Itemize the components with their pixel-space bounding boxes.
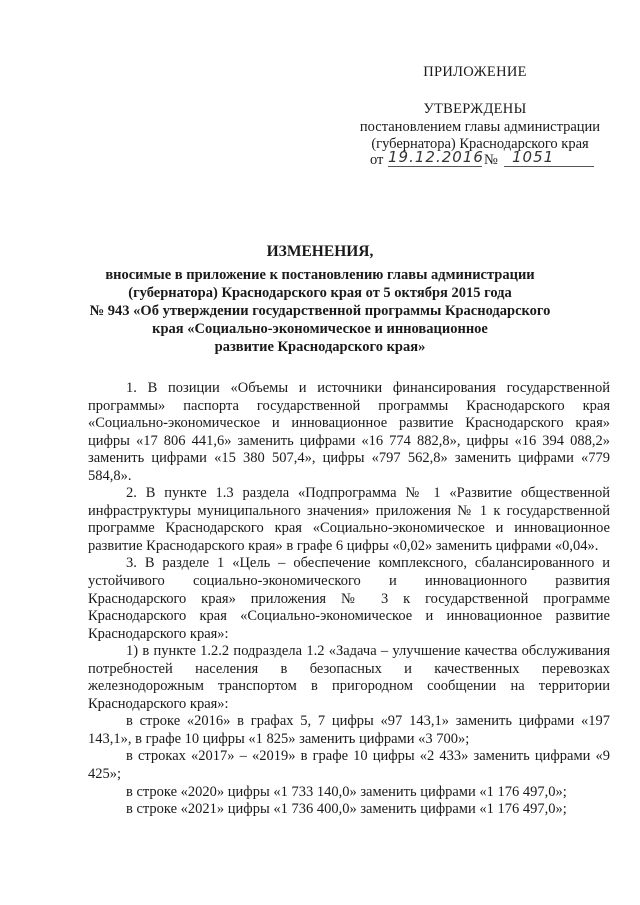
approval-line-2: (губернатора) Краснодарского края bbox=[371, 136, 589, 152]
number-prefix: № bbox=[484, 152, 498, 168]
title-line-1: вносимые в приложение к постановлению главы администрации bbox=[105, 267, 535, 283]
title-line-5: развитие Краснодарского края» bbox=[214, 339, 426, 355]
approval-line-1: постановлением главы администрации bbox=[359, 119, 601, 135]
handwritten-date: 19.12.2016 bbox=[388, 148, 484, 166]
document-body bbox=[88, 380, 610, 819]
paragraph-2: 2. В пункте 1.3 раздела «Подпрограмма № 1 «Развитие общественной инфраструктуры муниципального значения» приложения № 1 к государственной программе Краснодарского края «Социально-экономическое и инновационное развитие Краснодарского края» в графе 6 цифры «0,02» заменить цифрами «0,04». bbox=[88, 485, 610, 554]
paragraph-3-row-2016: в строке «2016» в графах 5, 7 цифры «97 143,1» заменить цифрами «197 143,1», в графе 10 цифры «1 825» заменить цифрами «3 700»; bbox=[88, 713, 610, 747]
paragraph-3: 3. В разделе 1 «Цель – обеспечение комплексного, сбалансированного и устойчивого социально-экономического и инновационного развития Краснодарского края» приложения № 3 к государственной программе Краснодарского края «Социально-экономическое и инновационное развитие Краснодарского края»: bbox=[88, 555, 610, 642]
paragraph-3-rows-2017-2019: в строках «2017» – «2019» в графе 10 цифры «2 433» заменить цифрами «9 425»; bbox=[88, 748, 610, 783]
paragraph-1: 1. В позиции «Объемы и источники финансирования государственной программы» паспорта государственной программы Краснодарского края «Социально-экономическое и инновационное развитие Краснодарского края» цифры «17 806 441,6» заменить цифрами «16 774 882,8», цифры «16 394 088,2» заменить цифрами «15 380 507,4», цифры «797 562,8» заменить цифрами «779 584,8». bbox=[88, 380, 610, 484]
appendix-label: ПРИЛОЖЕНИЕ bbox=[423, 64, 527, 80]
paragraph-3-row-2021: в строке «2021» цифры «1 736 400,0» заменить цифрами «1 176 497,0»; bbox=[126, 801, 567, 818]
handwritten-number: 1051 bbox=[504, 149, 594, 167]
document-heading: ИЗМЕНЕНИЯ, bbox=[266, 243, 374, 260]
paragraph-3-row-2020: в строке «2020» цифры «1 733 140,0» заменить цифрами «1 176 497,0»; bbox=[126, 783, 567, 800]
date-prefix: от bbox=[370, 152, 384, 168]
title-line-4: края «Социально-экономическое и инновационное bbox=[152, 321, 488, 337]
approved-label: УТВЕРЖДЕНЫ bbox=[423, 101, 527, 117]
title-line-3: № 943 «Об утверждении государственной программы Краснодарского bbox=[89, 303, 551, 319]
date-number-line bbox=[370, 148, 610, 172]
title-line-2: (губернатора) Краснодарского края от 5 октября 2015 года bbox=[128, 285, 512, 301]
paragraph-3-item-1: 1) в пункте 1.2.2 подраздела 1.2 «Задача – улучшение качества обслуживания потребностей населения в безопасных и качественных перевозках железнодорожным транспортом в пригородном сообщении на территории Краснодарского края»: bbox=[88, 643, 610, 712]
